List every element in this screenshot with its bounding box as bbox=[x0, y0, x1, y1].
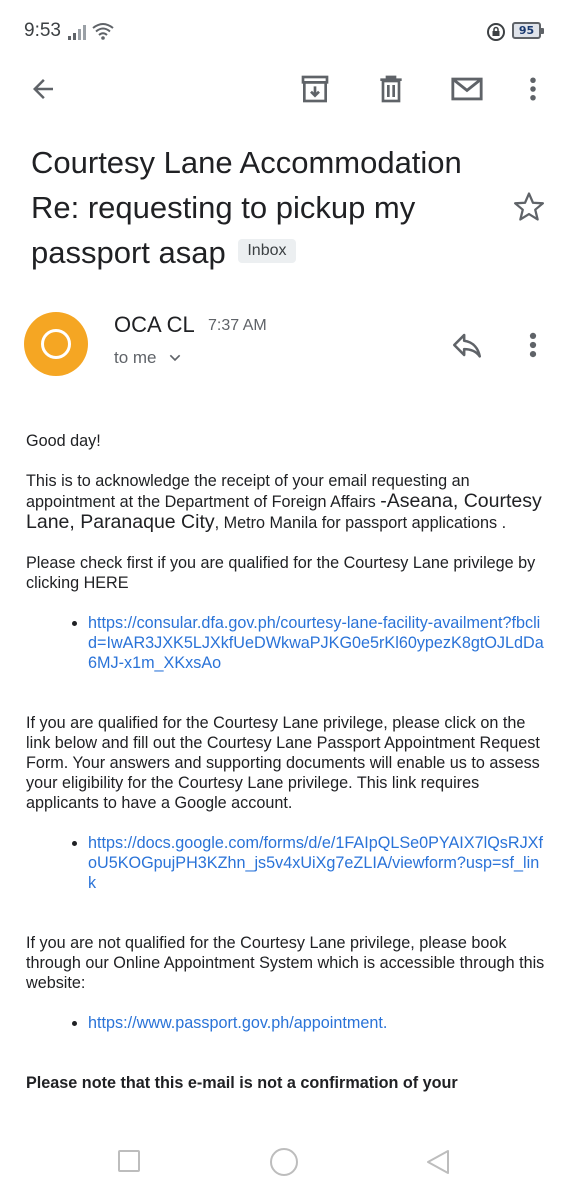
system-nav-bar bbox=[0, 1122, 568, 1200]
recipient-text: to me bbox=[114, 348, 157, 367]
sender-name[interactable]: OCA CL bbox=[114, 312, 195, 337]
signal-icon bbox=[68, 24, 88, 40]
home-button[interactable] bbox=[270, 1148, 298, 1176]
back-triangle-icon[interactable] bbox=[424, 1148, 452, 1176]
status-time: 9:53 bbox=[24, 20, 61, 41]
delete-button[interactable] bbox=[374, 72, 408, 106]
recents-button[interactable] bbox=[118, 1150, 140, 1172]
mail-icon bbox=[450, 72, 484, 106]
subject-text: Courtesy Lane Accommodation Re: requesting to pickup my passport asap bbox=[31, 145, 462, 270]
link-list-consular bbox=[26, 613, 546, 673]
more-options-button[interactable] bbox=[516, 72, 550, 106]
star-icon[interactable] bbox=[512, 190, 546, 224]
mark-unread-button[interactable] bbox=[450, 72, 484, 106]
email-toolbar bbox=[0, 62, 568, 118]
reply-icon[interactable] bbox=[450, 328, 484, 362]
appointment-link[interactable]: https://www.passport.gov.ph/appointment. bbox=[88, 1014, 388, 1032]
consular-link[interactable]: https://consular.dfa.gov.ph/courtesy-lane-facility-availment?fbclid=IwAR3JXK5LJXkfUeDWkwaPJKG0e5rKl60ypezK8gtOJLdDa6MJ-x1m_XKxsAo bbox=[88, 614, 544, 672]
recipient-details[interactable] bbox=[114, 348, 183, 368]
inbox-label-badge[interactable]: Inbox bbox=[238, 239, 295, 263]
avatar-letter-o bbox=[41, 329, 71, 359]
sender-avatar[interactable] bbox=[24, 312, 88, 376]
paragraph-check-qualification: Please check first if you are qualified for the Courtesy Lane privilege by clicking HERE bbox=[26, 554, 536, 592]
trash-icon bbox=[375, 73, 407, 105]
email-body bbox=[26, 431, 546, 1113]
link-list-appointment bbox=[26, 1013, 546, 1033]
email-subject bbox=[31, 140, 501, 275]
paragraph-qualified: If you are qualified for the Courtesy Lane privilege, please click on the link below and fill out the Courtesy Lane Passport Appointment Request Form. Your answers and supporting documents will enable us to assess your eligibility for the Courtesy Lane privilege. This link requires applicants to have a Google account. bbox=[26, 714, 540, 812]
status-bar bbox=[0, 0, 568, 62]
greeting: Good day! bbox=[26, 432, 101, 450]
battery-indicator: 95 bbox=[512, 22, 541, 39]
google-form-link[interactable]: https://docs.google.com/forms/d/e/1FAIpQLSe0PYAIX7lQsRJXfoU5KOGpujPH3KZhn_js5v4xUiXg7eZLIA/viewform?usp=sf_link bbox=[88, 834, 543, 892]
back-button[interactable] bbox=[26, 72, 60, 106]
notice-text: Please note that this e-mail is not a confirmation of your bbox=[26, 1074, 458, 1092]
archive-button[interactable] bbox=[298, 72, 332, 106]
rotation-lock-icon bbox=[486, 22, 506, 42]
wifi-icon bbox=[92, 22, 114, 40]
more-vert-icon bbox=[518, 74, 548, 104]
more-vert-icon[interactable] bbox=[520, 328, 546, 362]
paragraph-acknowledge: This is to acknowledge the receipt of your email requesting an appointment at the Department of Foreign Affairs -Aseana, Courtesy Lane, Paranaque City, Metro Manila for passport applications . bbox=[26, 472, 542, 533]
arrow-back-icon bbox=[28, 74, 58, 104]
link-list-google-form bbox=[26, 833, 546, 893]
chevron-down-icon bbox=[167, 350, 183, 366]
archive-icon bbox=[299, 73, 331, 105]
paragraph-not-qualified: If you are not qualified for the Courtesy Lane privilege, please book through our Online Appointment System which is accessible through this website: bbox=[26, 934, 545, 992]
email-time: 7:37 AM bbox=[208, 317, 267, 334]
